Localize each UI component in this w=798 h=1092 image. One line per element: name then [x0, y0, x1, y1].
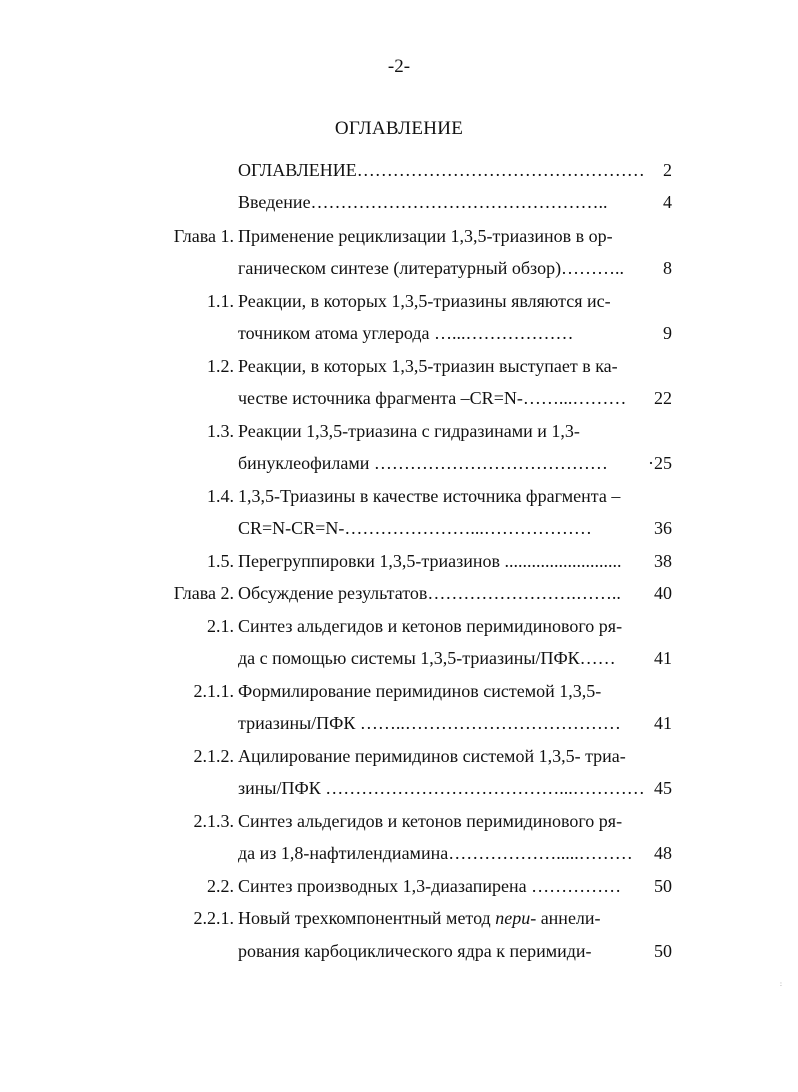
toc-entry-text: Формилирование перимидинов системой 1,3,5-	[238, 681, 602, 701]
toc-entry	[0, 318, 798, 348]
toc-entry-number: 2.1.2.	[193, 746, 234, 766]
toc-entry-number: 1.3.	[207, 421, 234, 441]
toc-entry	[0, 773, 798, 803]
toc-entry-text: Новый трехкомпонентный метод пери- аннели-	[238, 908, 601, 928]
toc-entry	[0, 838, 798, 868]
toc-entry-text: Реакции 1,3,5-триазина с гидразинами и 1,3-	[238, 421, 580, 441]
toc-entry	[0, 187, 798, 217]
toc-entry-text: 1,3,5-Триазины в качестве источника фрагмента –	[238, 486, 621, 506]
toc-entry-page: 45	[654, 778, 672, 798]
toc-entry	[0, 578, 798, 608]
toc-entry	[0, 936, 798, 966]
toc-entry-text: рования карбоциклического ядра к перимиди-	[238, 941, 592, 961]
toc-entry	[0, 806, 798, 836]
toc-entry-page: 22	[654, 388, 672, 408]
toc-entry-text: честве источника фрагмента –CR=N-……...………	[238, 388, 627, 408]
toc-entry	[0, 221, 798, 251]
toc-entry-page: 50	[654, 876, 672, 896]
toc-entry-text: CR=N-CR=N-…………………...………………	[238, 518, 592, 538]
toc-entry-number: 1.1.	[207, 291, 234, 311]
toc-entry-page: 38	[654, 551, 672, 571]
toc-entry-page: 8	[663, 258, 672, 278]
toc-entry-number: Глава 2.	[173, 583, 234, 603]
toc-entry-text: да из 1,8-нафтилендиамина……………….....………	[238, 843, 633, 863]
toc-entry	[0, 481, 798, 511]
toc-entry	[0, 643, 798, 673]
toc-entry	[0, 155, 798, 185]
toc-entry-number: 1.2.	[207, 356, 234, 376]
toc-entry-text: Реакции, в которых 1,3,5-триазины являются ис-	[238, 291, 611, 311]
toc-entry	[0, 253, 798, 283]
toc-entry	[0, 546, 798, 576]
toc-entry-number: 2.2.1.	[193, 908, 234, 928]
toc-entry-text: Применение рециклизации 1,3,5-триазинов в ор-	[238, 226, 613, 246]
toc-entry-text: Реакции, в которых 1,3,5-триазин выступает в ка-	[238, 356, 618, 376]
toc-entry-text: Синтез альдегидов и кетонов перимидинового ря-	[238, 616, 623, 636]
toc-entry-text: Синтез производных 1,3-диазапирена ……………	[238, 876, 622, 896]
toc-entry-text: да с помощью системы 1,3,5-триазины/ПФК……	[238, 648, 616, 668]
toc-entry-text: ганическом синтезе (литературный обзор)………..	[238, 258, 625, 278]
toc-entry-text: зины/ПФК …………………………………...…………	[238, 778, 645, 798]
toc-entry-text: Обсуждение результатов…………………….……..	[238, 583, 621, 603]
toc-entry-number: Глава 1.	[173, 226, 234, 246]
toc-entry-text: бинуклеофилами …………………………………	[238, 453, 608, 473]
toc-entry-text: Синтез альдегидов и кетонов перимидинового ря-	[238, 811, 623, 831]
toc-entry	[0, 448, 798, 478]
toc-entry-page: 41	[654, 713, 672, 733]
toc-entry-text: Ацилирование перимидинов системой 1,3,5- триа-	[238, 746, 626, 766]
toc-entry	[0, 286, 798, 316]
toc-entry-text: Перегруппировки 1,3,5-триазинов ..........................	[238, 551, 622, 571]
toc-entry-page: 50	[654, 941, 672, 961]
toc-entry	[0, 903, 798, 933]
toc-entry-page: 2	[663, 160, 672, 180]
toc-entry	[0, 741, 798, 771]
toc-entry-number: 1.4.	[207, 486, 234, 506]
toc-entry-number: 2.2.	[207, 876, 234, 896]
toc-entry-number: 1.5.	[207, 551, 234, 571]
toc-entry-number: 2.1.3.	[193, 811, 234, 831]
toc-entry-text: Введение…………………………………………..	[238, 192, 608, 212]
toc-entry-page: 48	[654, 843, 672, 863]
toc-entry-page: ·25	[648, 453, 672, 473]
toc-entry	[0, 416, 798, 446]
page-number: -2-	[387, 56, 411, 77]
toc-entry	[0, 676, 798, 706]
margin-mark: :	[780, 980, 782, 988]
toc-entry	[0, 513, 798, 543]
toc-entry-number: 2.1.1.	[193, 681, 234, 701]
toc-entry-text: триазины/ПФК ……..………………………………	[238, 713, 621, 733]
toc-entry-page: 40	[654, 583, 672, 603]
toc-entry-number: 2.1.	[207, 616, 234, 636]
toc-entry-page: 36	[654, 518, 672, 538]
toc-entry-page: 41	[654, 648, 672, 668]
toc-entry	[0, 611, 798, 641]
toc-entry	[0, 708, 798, 738]
toc-entry	[0, 871, 798, 901]
toc-entry	[0, 383, 798, 413]
toc-entry	[0, 351, 798, 381]
toc-entry-page: 9	[663, 323, 672, 343]
toc-entry-text: ОГЛАВЛЕНИЕ…………………………………………	[238, 160, 645, 180]
page-title: ОГЛАВЛЕНИЕ	[334, 118, 464, 139]
toc-entry-text: точником атома углерода …...………………	[238, 323, 574, 343]
toc-entry-page: 4	[663, 192, 672, 212]
